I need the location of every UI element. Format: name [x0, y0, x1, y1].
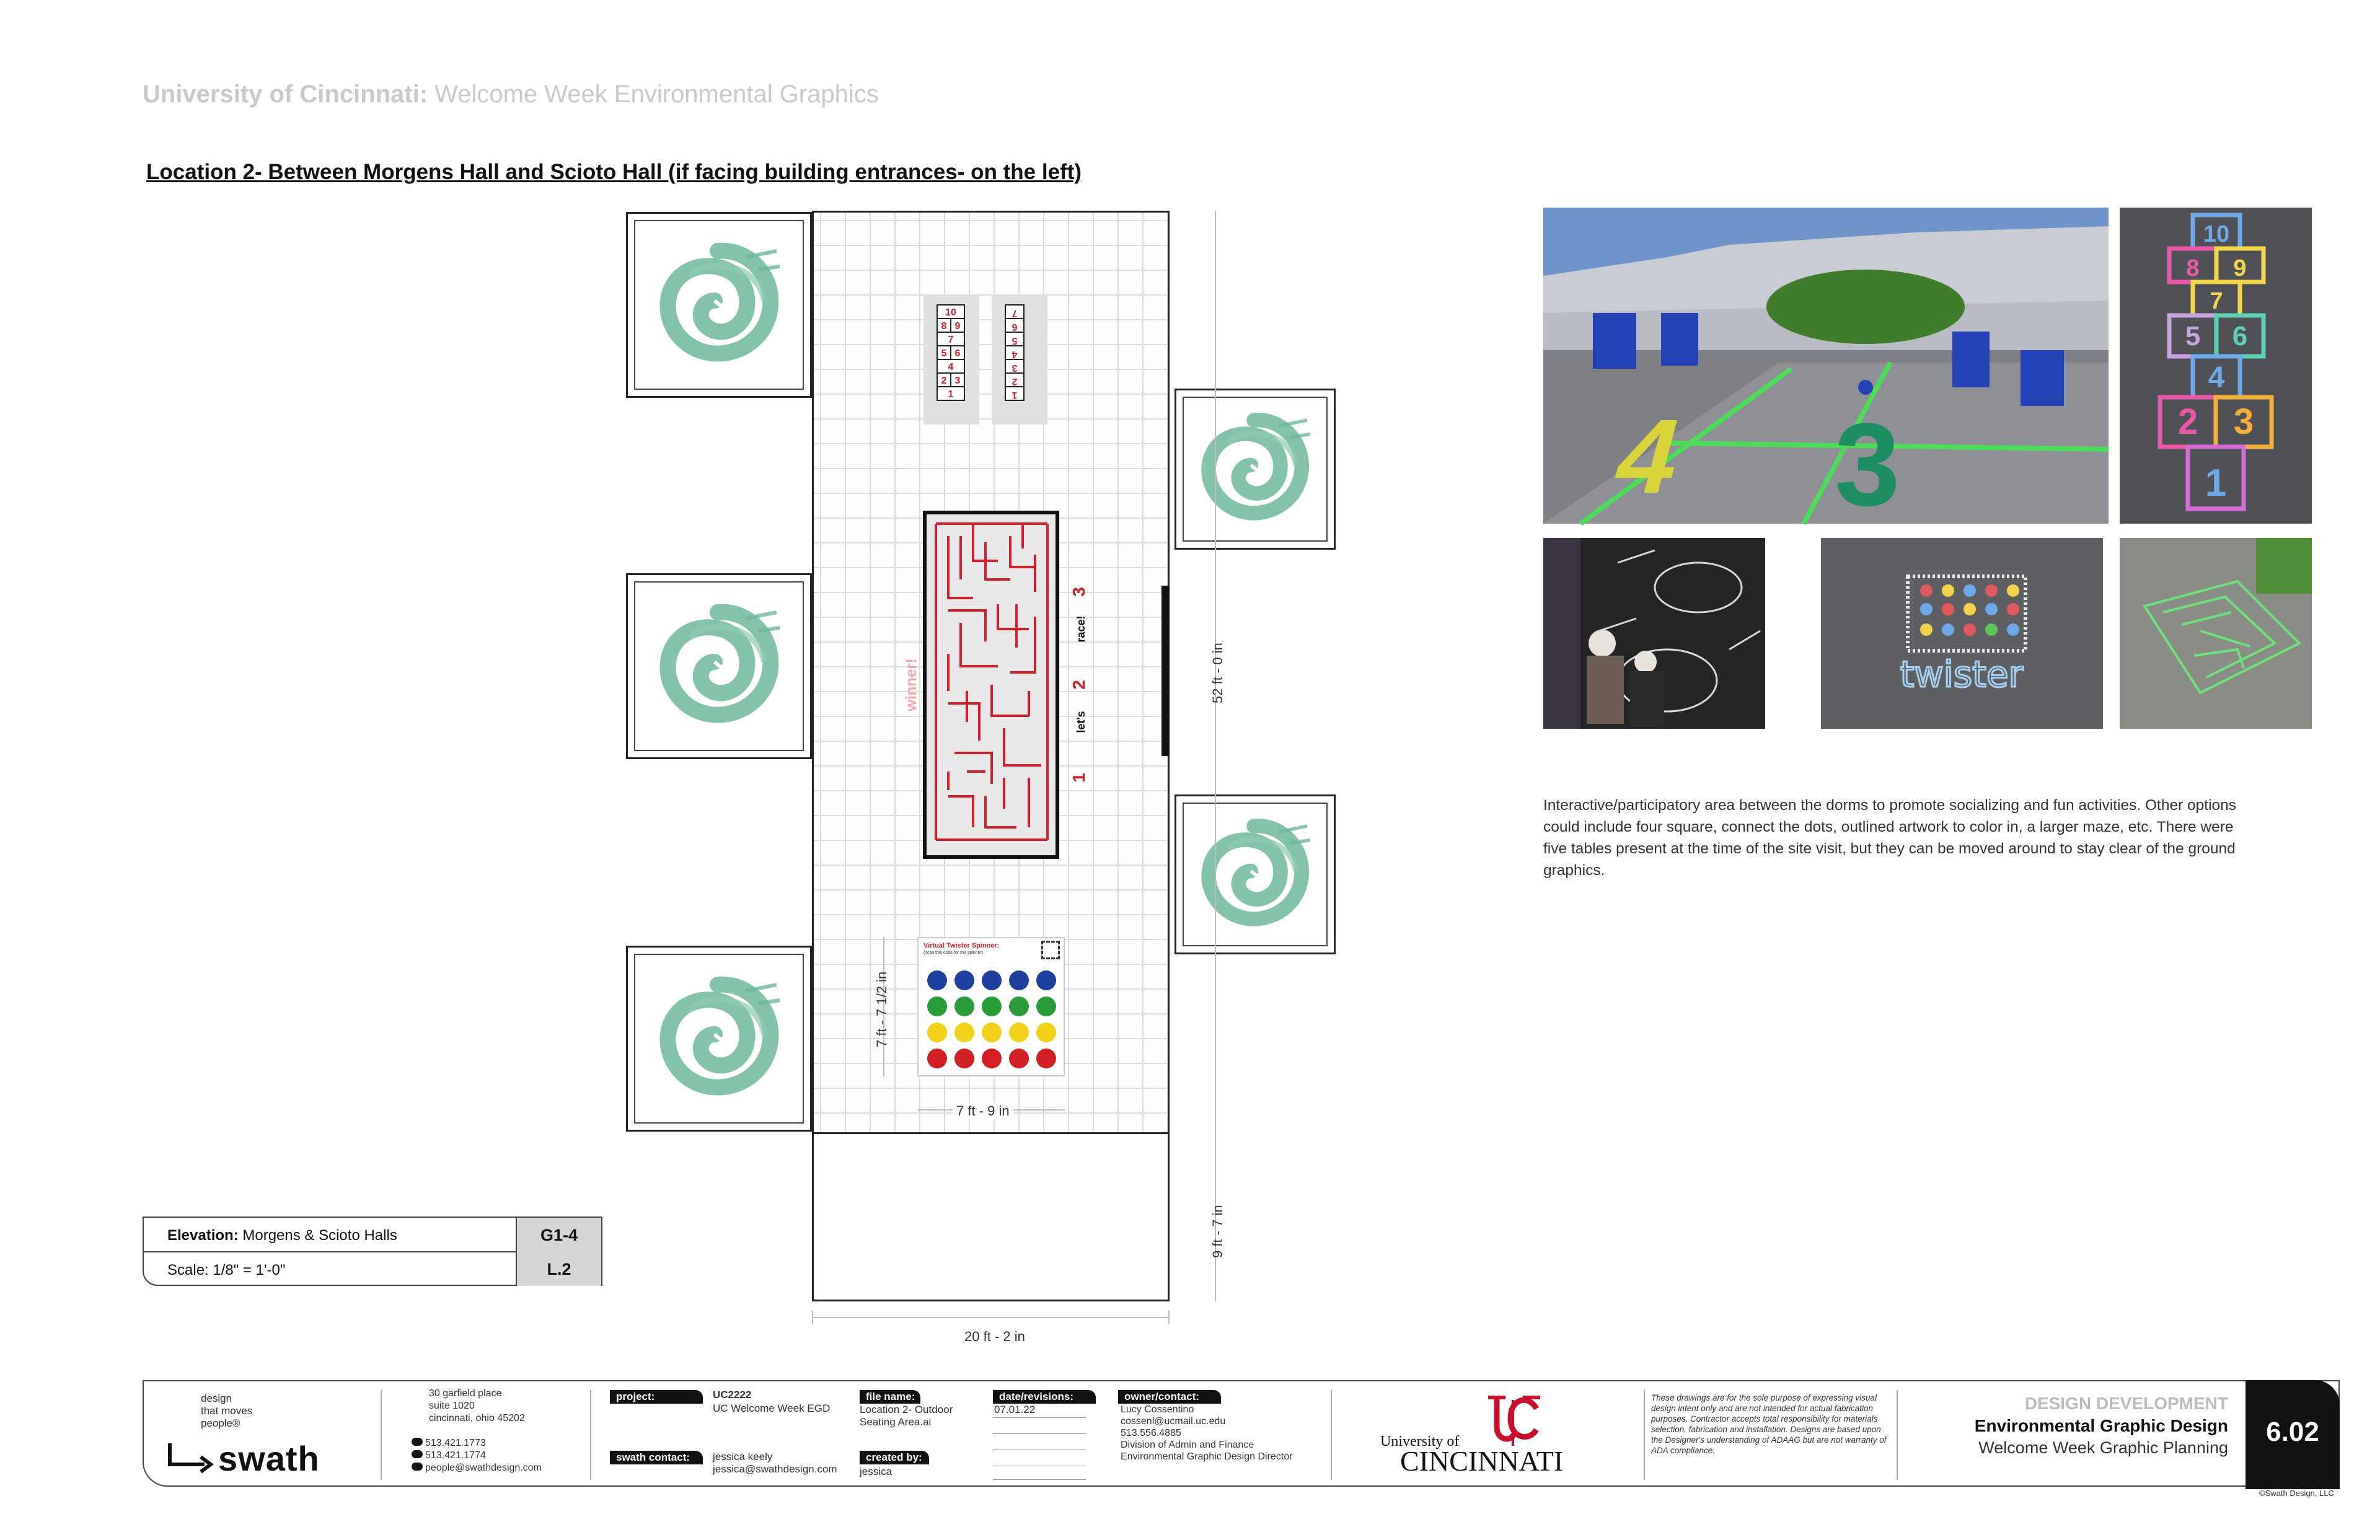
- elevation-value: Morgens & Scioto Halls: [242, 1227, 397, 1244]
- twister-dot: [927, 997, 947, 1016]
- hopscotch-number: 6: [1011, 322, 1018, 332]
- twister-dot: [982, 1049, 1002, 1068]
- hopscotch-number: 9: [954, 321, 961, 332]
- owner-contact: Lucy Cossentino cossenl@ucmail.uc.edu 513.556.4885 Division of Admin and Finance Environmental Graphic Design Director: [1121, 1404, 1293, 1462]
- twister-dot: [1036, 1049, 1056, 1068]
- swirl-icon: [653, 600, 783, 730]
- twister-dot: [1009, 1049, 1029, 1068]
- revision-line: [993, 1433, 1086, 1434]
- date-label: date/revisions:: [993, 1390, 1096, 1404]
- fax-icon: [412, 1450, 423, 1458]
- photo-number: 6: [2232, 321, 2248, 351]
- table-graphic: [626, 946, 812, 1132]
- brand-name: swath: [218, 1439, 320, 1478]
- sheet-title: Welcome Week Graphic Planning: [1978, 1438, 2228, 1457]
- title-block: [143, 1380, 2340, 1487]
- project-number: UC2222: [713, 1389, 752, 1401]
- twister-dot: [982, 997, 1002, 1016]
- elevation-scale-box: [143, 1217, 602, 1286]
- photo-chalkboard: [1543, 538, 1765, 729]
- twister-dot: [927, 970, 947, 990]
- photo-number: 4: [1603, 397, 1694, 516]
- hopscotch-number: 5: [1011, 335, 1018, 346]
- elevation-label: Elevation:: [167, 1227, 239, 1244]
- dimension-line: [812, 1317, 1170, 1318]
- table-graphic: [1175, 389, 1336, 550]
- photo-number: 1: [2205, 462, 2227, 504]
- twister-dot: [954, 1023, 974, 1042]
- dimension-tick: [1168, 1311, 1170, 1324]
- hopscotch-number: 2: [1011, 376, 1018, 387]
- photo-twister-word: twister: [1900, 653, 2024, 695]
- photo-number: 4: [2208, 361, 2225, 394]
- created-by-label: created by:: [860, 1451, 929, 1464]
- hopscotch-number: 1: [1011, 390, 1018, 400]
- twister-dot: [1036, 1023, 1056, 1042]
- twister-board: [917, 937, 1065, 1076]
- hopscotch-number: 4: [1011, 349, 1018, 359]
- file-name: Location 2- Outdoor Seating Area.ai: [860, 1404, 953, 1428]
- table-graphic: [626, 212, 812, 398]
- hopscotch-number: 7: [1011, 308, 1018, 319]
- created-by: jessica: [860, 1466, 892, 1477]
- date-value: 07.01.22: [994, 1404, 1036, 1415]
- swirl-icon: [653, 239, 783, 369]
- dimension-tick: [812, 1311, 813, 1324]
- twister-dot: [954, 970, 974, 990]
- maze-winner-label: winner!: [903, 658, 920, 711]
- twister-dot: [982, 1023, 1002, 1042]
- twister-subtitle: (scan this code for the spinner): [923, 951, 984, 955]
- file-name-label: file name:: [860, 1390, 920, 1404]
- qr-code-icon[interactable]: [1041, 941, 1060, 959]
- swirl-icon: [1195, 409, 1313, 527]
- email-icon: [412, 1463, 423, 1471]
- hopscotch-number: 3: [954, 376, 961, 386]
- contact-info: 513.421.1773 513.421.1774 people@swathdesign.com: [412, 1437, 542, 1474]
- uc-monogram-icon: [1479, 1394, 1548, 1450]
- maze-lets-label: let's: [1075, 711, 1087, 733]
- photo-hopscotch: [2120, 208, 2312, 524]
- twister-dot: [1009, 997, 1029, 1016]
- twister-title: Virtual Twister Spinner:: [923, 942, 1000, 949]
- photo-four-square: [1543, 208, 2109, 530]
- photo-number: 8: [2186, 255, 2200, 281]
- photo-maze: [2120, 538, 2312, 729]
- maze-number: 2: [1069, 680, 1088, 690]
- plan-lower-area: [812, 1134, 1170, 1301]
- hopscotch-number: 7: [948, 335, 954, 345]
- disclaimer: These drawings are for the sole purpose of expressing visual design intent only and are not intended for actual fabrication purposes. Contractor accepts total responsibility for materials selection, fabrication and installation. Designs are based upon the Designer's understanding of ADAAG but are not warranty of ADA compliance.: [1651, 1393, 1887, 1455]
- twister-dot: [927, 1049, 947, 1068]
- hopscotch-drawing: [923, 294, 1060, 425]
- twister-dot: [954, 997, 974, 1016]
- uc-logo: [1380, 1394, 1572, 1481]
- photo-twister: [1821, 538, 2103, 729]
- dimension-twister-height: 7 ft - 7 1/2 in: [874, 971, 889, 1047]
- phone-icon: [412, 1438, 423, 1446]
- hopscotch-number: 5: [941, 348, 947, 359]
- swirl-icon: [1195, 815, 1313, 933]
- hopscotch-number: 6: [954, 348, 961, 359]
- phase-label: DESIGN DEVELOPMENT: [2024, 1394, 2228, 1413]
- hopscotch-number: 10: [945, 307, 956, 318]
- swath-contact-label: swath contact:: [610, 1451, 703, 1464]
- photo-number: 2: [2177, 402, 2198, 442]
- maze-number: 3: [1069, 587, 1088, 597]
- swirl-icon: [653, 972, 783, 1102]
- twister-dot: [954, 1049, 974, 1068]
- hopscotch-number: 2: [941, 376, 947, 386]
- revision-line: [993, 1479, 1086, 1480]
- scale-text: Scale: 1/8" = 1'-0": [167, 1262, 286, 1278]
- sheet-code-2: L.2: [516, 1252, 601, 1286]
- revision-line: [993, 1417, 1086, 1418]
- twister-dot: [1036, 997, 1056, 1016]
- uc-small-text: University of: [1380, 1433, 1460, 1450]
- sheet-code-1: G1-4: [516, 1218, 601, 1252]
- maze-race-label: race!: [1075, 615, 1087, 643]
- arrow-icon: [166, 1441, 216, 1472]
- photo-number: 9: [2233, 255, 2247, 281]
- table-graphic: [626, 573, 812, 759]
- maze-number: 1: [1069, 773, 1088, 783]
- project-label: project:: [610, 1390, 703, 1404]
- photo-number: 3: [2233, 402, 2254, 442]
- hopscotch-number: 1: [948, 389, 954, 400]
- twister-dot: [1009, 1023, 1029, 1042]
- description-text: Interactive/participatory area between the dorms to promote socializing and fun activities. Other options could include four square, connect the dots, outlined artwork to color in, a larger maze, etc. There were five tables present at the time of the site visit, but they can be moved around to stay clear of the ground graphics.: [1543, 797, 2237, 879]
- location-heading: Location 2- Between Morgens Hall and Scioto Hall (if facing building entrances- on the left): [146, 160, 1082, 184]
- twister-dot: [1036, 970, 1056, 990]
- dimension-width: 20 ft - 2 in: [964, 1329, 1025, 1344]
- uc-big-text: CINCINNATI: [1400, 1445, 1564, 1477]
- photo-number: 5: [2185, 321, 2201, 351]
- project-name: UC Welcome Week EGD: [713, 1402, 831, 1414]
- twister-dot: [982, 970, 1002, 990]
- photo-number: 7: [2210, 288, 2223, 314]
- copyright: ©Swath Design, LLC: [2259, 1489, 2334, 1498]
- twister-dot: [927, 1023, 947, 1042]
- photo-number: 3: [1835, 399, 1900, 530]
- owner-label: owner/contact:: [1118, 1390, 1221, 1404]
- discipline-label: Environmental Graphic Design: [1974, 1416, 2228, 1435]
- dimension-height-main: 52 ft - 0 in: [1210, 643, 1225, 703]
- address: 30 garfield place suite 1020 cincinnati, ohio 45202: [429, 1388, 525, 1423]
- hopscotch-number: 3: [1011, 363, 1018, 373]
- dimension-height-lower: 9 ft - 7 in: [1210, 1205, 1225, 1258]
- hopscotch-number: 8: [941, 321, 947, 332]
- twister-dot: [1009, 970, 1029, 990]
- dimension-twister-width: 7 ft - 9 in: [953, 1103, 1013, 1119]
- building-entrance-marker: [1161, 586, 1170, 756]
- document-title: University of Cincinnati: Welcome Week Environmental Graphics: [143, 81, 879, 108]
- twister-dots: [923, 967, 1061, 1072]
- sheet-number: 6.02: [2246, 1380, 2340, 1489]
- tagline: design that moves people®: [201, 1393, 253, 1429]
- swath-contact: jessica keely jessica@swathdesign.com: [713, 1451, 837, 1475]
- table-graphic: [1175, 794, 1336, 954]
- maze-drawing: [905, 505, 1109, 865]
- hopscotch-number: 4: [948, 362, 954, 372]
- photo-number: 10: [2203, 221, 2230, 247]
